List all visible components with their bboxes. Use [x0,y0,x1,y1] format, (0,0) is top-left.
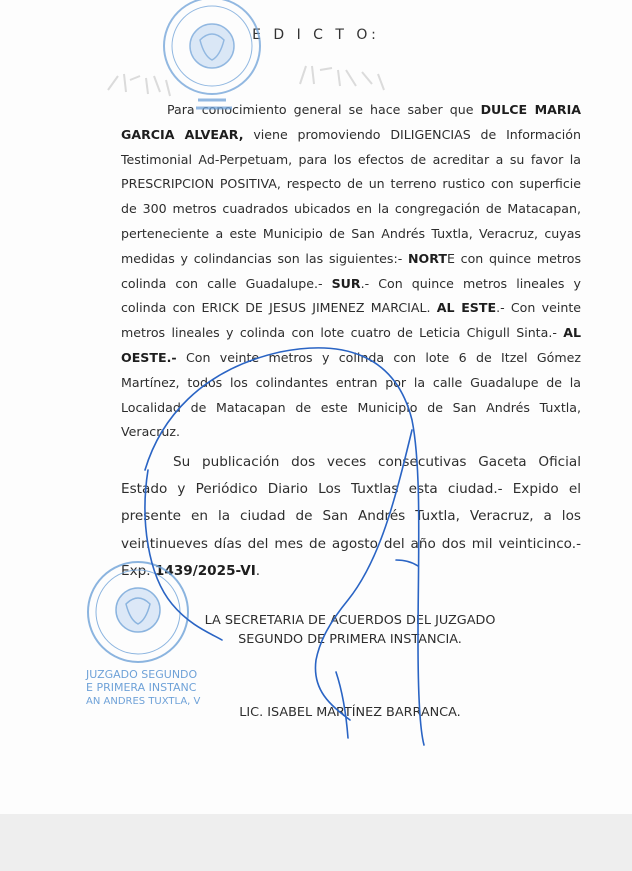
bold-run: AL ESTE [436,300,497,316]
faint-stamp-marks-icon [108,66,384,96]
text-run: E con quince metros colinda con calle Guadalupe.- [121,250,581,291]
bold-run: DULCE MARIA GARCIA ALVEAR, [121,102,582,142]
text-run: .- Con quince metros lineales y colinda con ERICK DE JESUS JIMENEZ MARCIAL. [121,275,581,316]
document-title: E D I C T O: [252,27,380,43]
text-run: Para conocimiento general se hace saber que [167,102,481,117]
bottom-stamp-text-1: JUZGADO SEGUNDO [86,668,198,681]
secretary-line-2: SEGUNDO DE PRIMERA INSTANCIA. [238,632,462,647]
text-run: Su publicación dos veces consecutivas Gaceta Oficial Estado y Periódico Diario Los Tuxtlas esta ciudad.- Expido el presente en la ciudad de San Andrés Tuxtla, Veracruz, a los veintinueves días del mes de agosto del año dos mil veinticinco.- Exp. [121,454,581,579]
bold-run: AL OESTE.- [121,325,581,365]
bold-run: SUR [331,275,361,291]
page-bottom-margin [0,814,632,871]
text-run: viene promoviendo DILIGENCIAS de Información Testimonial Ad-Perpetuam, para los efectos de acreditar a su favor la PRESCRIPCION POSITIVA, respecto de un terreno rustico con superficie de 300 metros cuadrados ubicados en la congregación de Matacapan, perteneciente a este Municipio de San Andrés Tuxtla, Veracruz, cuyas medidas y colindancias son las siguientes:- [121,126,581,266]
bold-run: NORT [408,250,447,266]
paragraph-publication [121,449,581,585]
text-run: Con veinte metros y colinda con lote 6 de Itzel Gómez Martínez, todos los colindantes entran por la calle Guadalupe de la Localidad de Matacapan de este Municipio de San Andrés Tuxtla, Veracruz. [121,349,581,440]
signatory-name: LIC. ISABEL MARTÍNEZ BARRANCA. [239,705,461,720]
bottom-stamp-text-3: AN ANDRES TUXTLA, V [86,696,201,707]
secretary-line-1: LA SECRETARIA DE ACUERDOS DEL JUZGADO [204,613,496,628]
text-run: .- Con veinte metros lineales y colinda con lote cuatro de Leticia Chigull Sinta.- [121,300,581,341]
bottom-stamp-text-2: E PRIMERA INSTANC [86,681,197,694]
bold-run: 1439/2025-VI [154,562,256,579]
paragraph-notice [121,98,581,445]
text-run: . [255,562,261,579]
top-court-seal-icon [164,0,260,108]
